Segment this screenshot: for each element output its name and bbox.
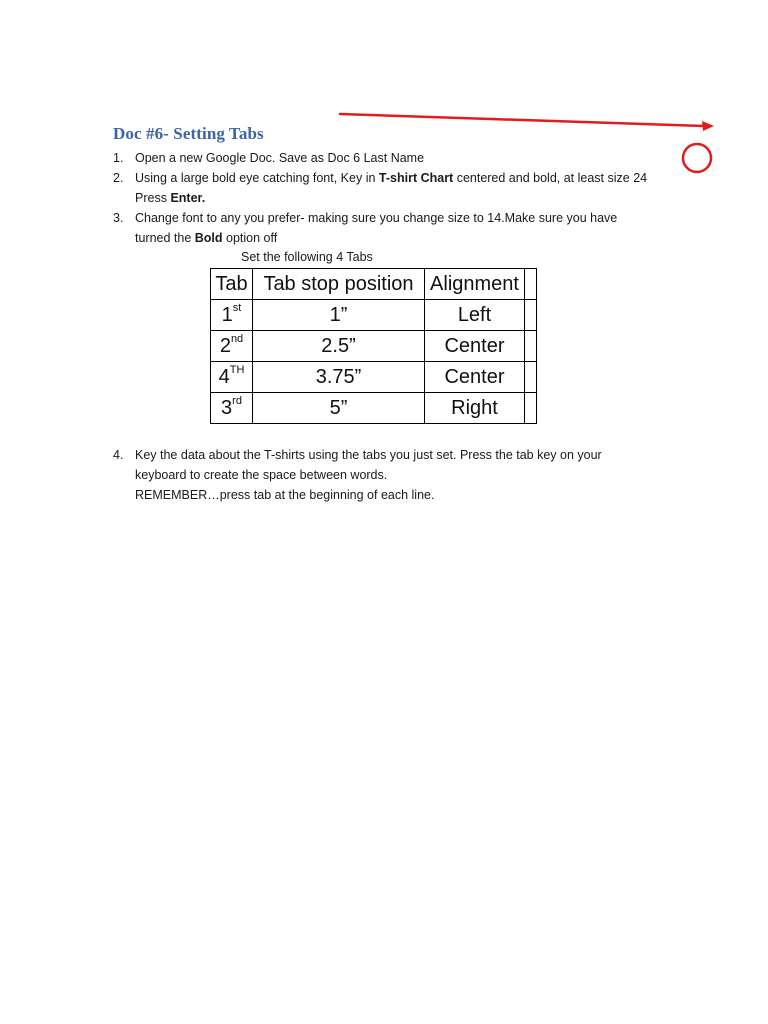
tab-cell: 2nd — [211, 331, 253, 362]
step-text: Open a new Google Doc. Save as Doc 6 Last Name — [135, 151, 425, 165]
step-number: 1. — [113, 151, 124, 165]
step-number: 4. — [113, 448, 124, 462]
column-header: Tab stop position — [253, 269, 425, 300]
position-cell: 2.5” — [253, 331, 425, 362]
column-header: Alignment — [425, 269, 525, 300]
step-bold-text: T-shirt Chart — [378, 171, 454, 185]
red-arrow-icon — [340, 114, 714, 131]
step-bold-text: Enter. — [170, 191, 206, 205]
document-title: Doc #6- Setting Tabs — [113, 124, 264, 143]
step-text: Press — [135, 191, 171, 205]
column-header: Tab — [211, 269, 253, 300]
alignment-cell: Left — [425, 300, 525, 331]
step-text: turned the — [135, 231, 195, 245]
alignment-cell: Right — [425, 393, 525, 424]
step-text: option off — [222, 231, 278, 245]
tab-cell: 4TH — [211, 362, 253, 393]
alignment-cell: Center — [425, 331, 525, 362]
step-text: Key the data about the T-shirts using the tabs you just set. Press the tab key on your — [135, 448, 602, 462]
step-text: keyboard to create the space between words. — [135, 468, 388, 482]
step-text: Change font to any you prefer- making sure you change size to 14.Make sure you have — [135, 211, 618, 225]
alignment-cell: Center — [425, 362, 525, 393]
step-text: Using a large bold eye catching font, Key in — [135, 171, 379, 185]
red-circle-icon — [683, 144, 711, 172]
position-cell: 5” — [253, 393, 425, 424]
set-tabs-caption: Set the following 4 Tabs — [241, 250, 373, 264]
step-bold-text: Bold — [194, 231, 223, 245]
step-text: REMEMBER…press tab at the beginning of each line. — [135, 488, 435, 502]
step-number: 2. — [113, 171, 124, 185]
position-cell: 1” — [253, 300, 425, 331]
tab-cell: 1st — [211, 300, 253, 331]
step-number: 3. — [113, 211, 124, 225]
position-cell: 3.75” — [253, 362, 425, 393]
tab-cell: 3rd — [211, 393, 253, 424]
step-text: centered and bold, at least size 24 — [453, 171, 648, 185]
